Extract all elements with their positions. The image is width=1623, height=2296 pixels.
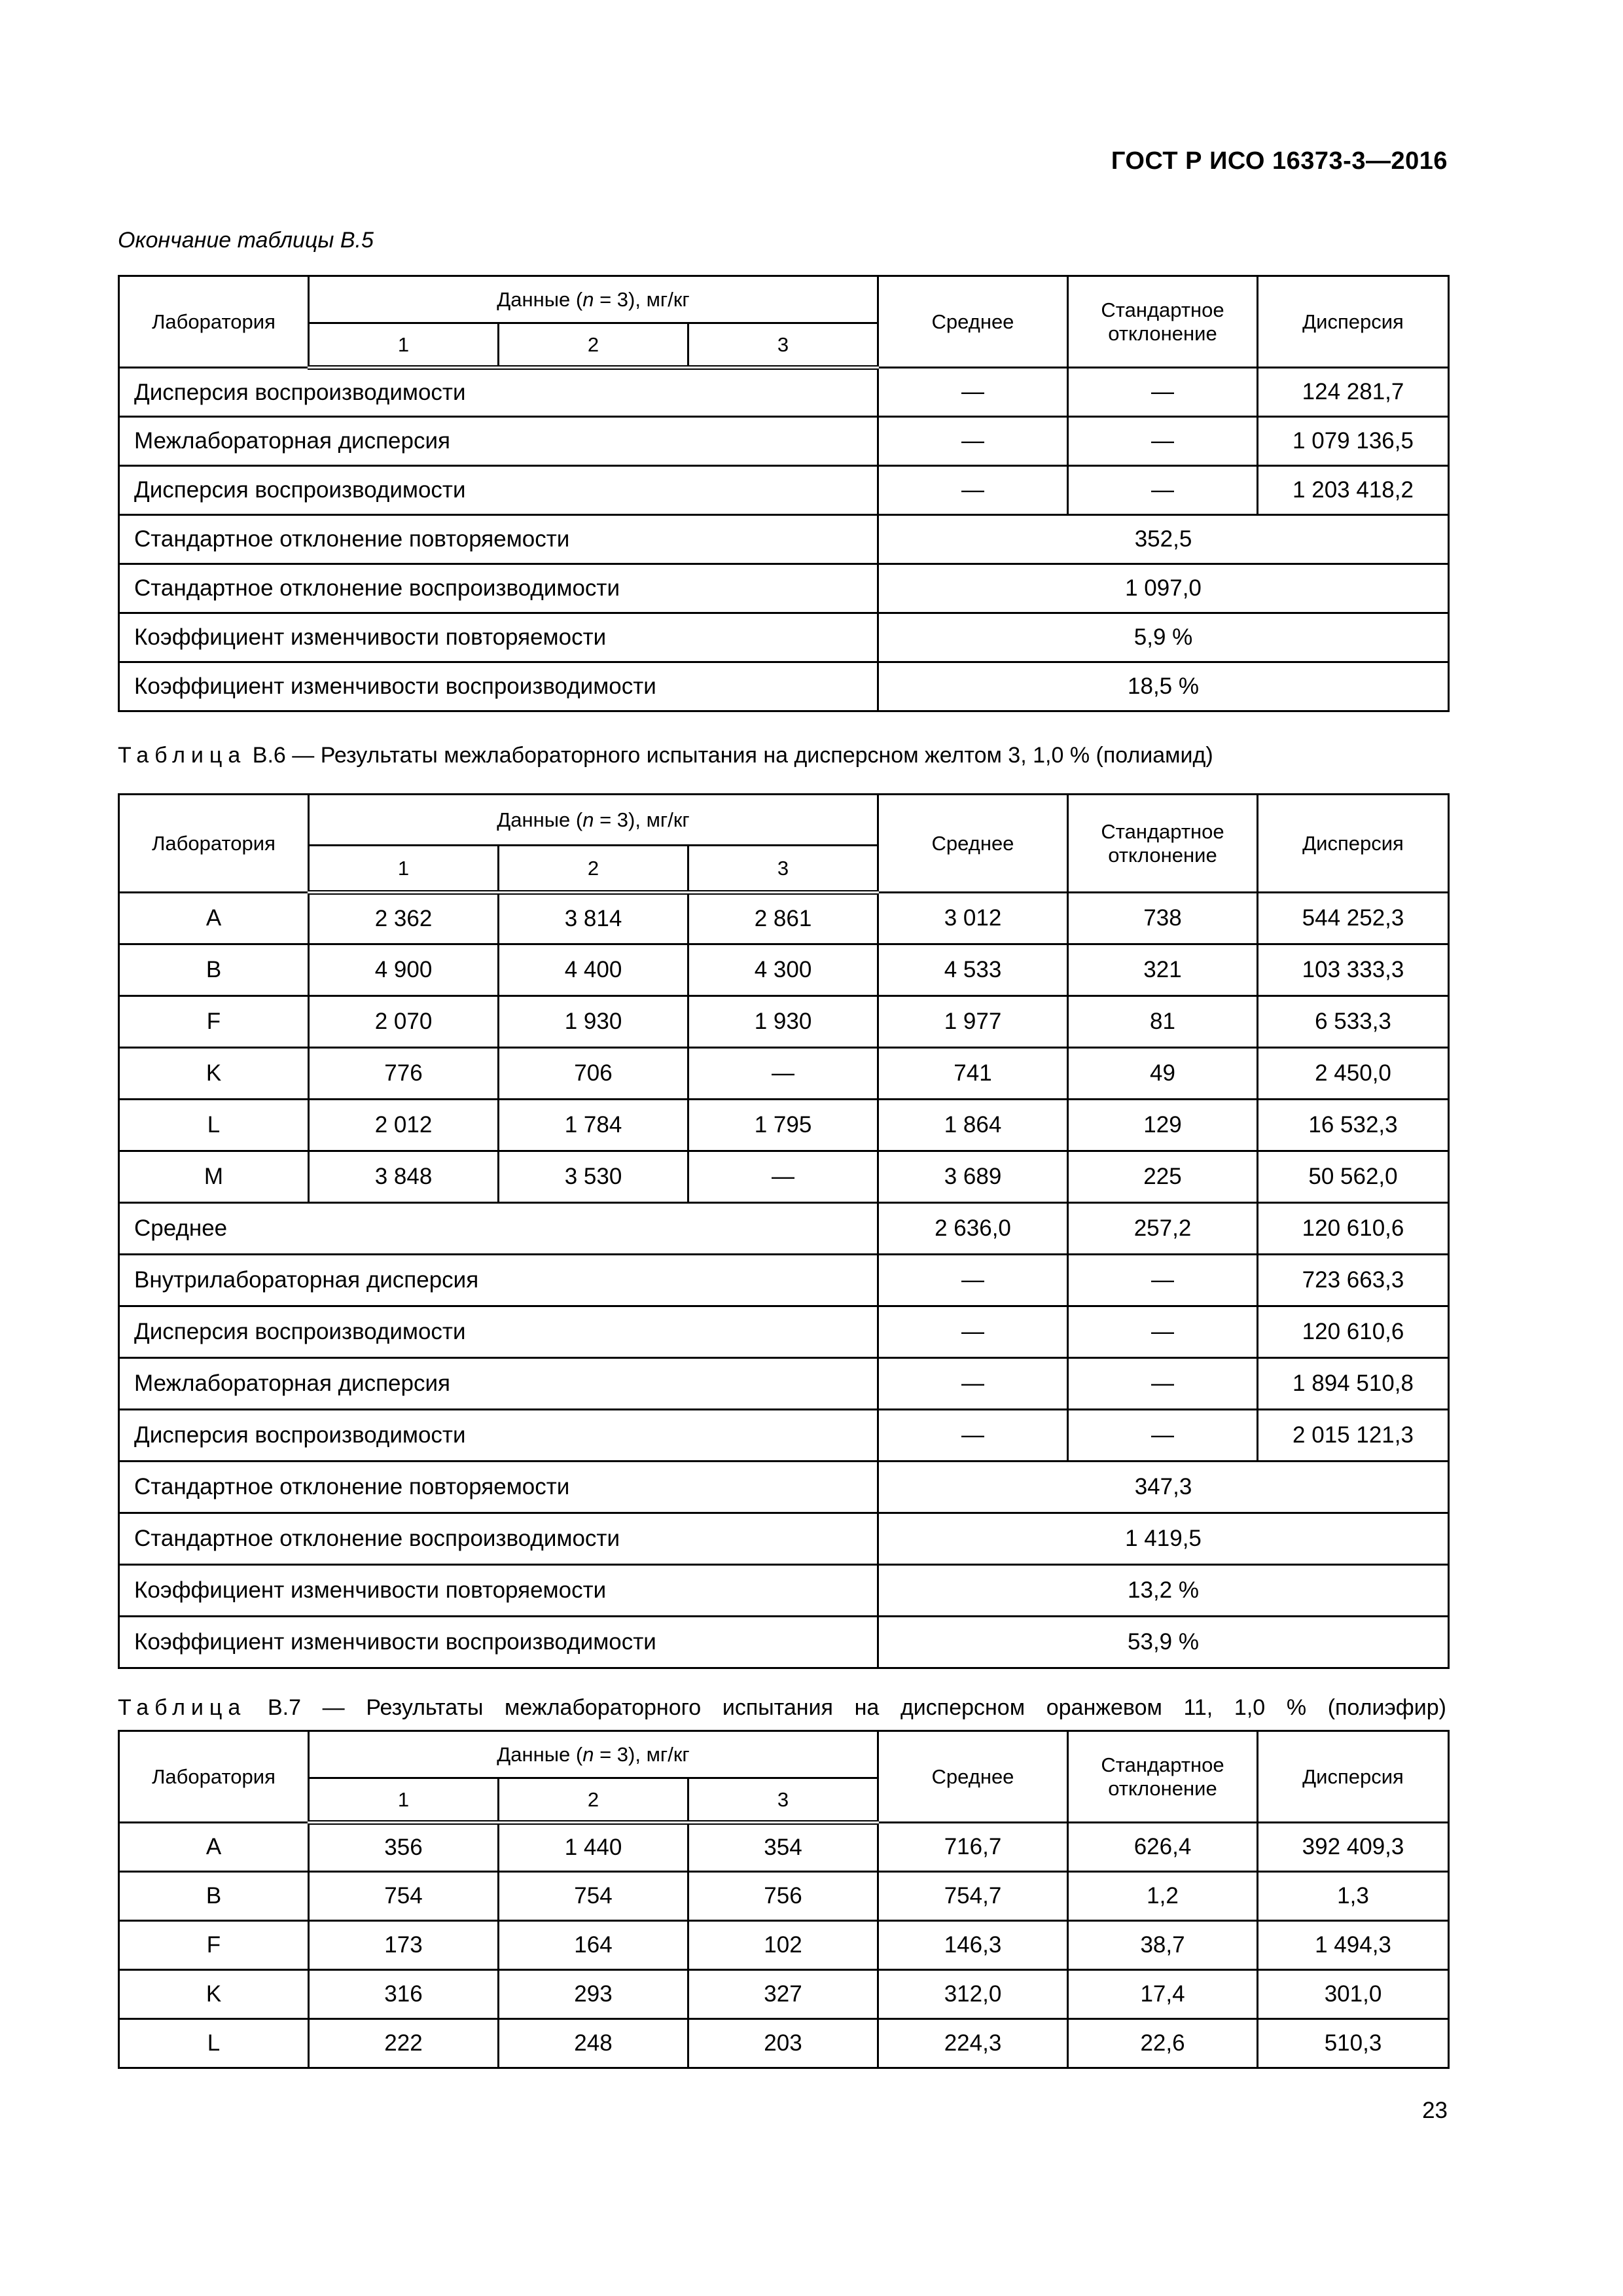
cell-d2: 164 [499, 1921, 688, 1970]
summary-variance: 124 281,7 [1258, 368, 1449, 417]
header-data [309, 276, 878, 323]
table-row [119, 944, 1449, 996]
cell-std: 225 [1068, 1151, 1258, 1203]
summary-mean: — [878, 1306, 1068, 1358]
summary-std: — [1068, 466, 1258, 515]
table-header [119, 1731, 1449, 1823]
summary-label: Коэффициент изменчивости воспроизводимости [119, 662, 878, 711]
cell-d1: 356 [309, 1823, 499, 1872]
summary-label: Дисперсия воспроизводимости [119, 1410, 878, 1462]
cell-std: 38,7 [1068, 1921, 1258, 1970]
table-body [119, 368, 1449, 711]
cell-d3: 1 795 [688, 1100, 878, 1151]
cell-lab: A [119, 893, 309, 944]
cell-d3: 1 930 [688, 996, 878, 1048]
summary-row [119, 515, 1449, 564]
cell-d2: 754 [499, 1872, 688, 1921]
cell-var: 50 562,0 [1258, 1151, 1449, 1203]
cell-std: 81 [1068, 996, 1258, 1048]
summary-value: 1 419,5 [878, 1513, 1449, 1565]
summary-row [119, 1410, 1449, 1462]
cell-var: 6 533,3 [1258, 996, 1449, 1048]
summary-variance: 120 610,6 [1258, 1306, 1449, 1358]
summary-row [119, 1203, 1449, 1255]
table-word: Таблица [118, 1695, 247, 1720]
cell-d3: 4 300 [688, 944, 878, 996]
summary-label: Стандартное отклонение воспроизводимости [119, 564, 878, 613]
table-row [119, 1048, 1449, 1100]
table-row [119, 1100, 1449, 1151]
summary-mean: 2 636,0 [878, 1203, 1068, 1255]
header-mean: Среднее [878, 795, 1068, 893]
cell-d2: 1 440 [499, 1823, 688, 1872]
header-std: Стандартное отклонение [1068, 1731, 1258, 1823]
header-data-suffix: = 3), мг/кг [594, 287, 690, 311]
table-word: Таблица [118, 743, 247, 768]
summary-row [119, 466, 1449, 515]
header-sub-3: 3 [688, 1778, 878, 1823]
cell-std: 321 [1068, 944, 1258, 996]
summary-label: Дисперсия воспроизводимости [119, 1306, 878, 1358]
summary-value: 1 097,0 [878, 564, 1449, 613]
summary-value: 18,5 % [878, 662, 1449, 711]
cell-d1: 3 848 [309, 1151, 499, 1203]
cell-var: 301,0 [1258, 1970, 1449, 2019]
header-data-prefix: Данные ( [497, 1742, 583, 1766]
cell-mean: 741 [878, 1048, 1068, 1100]
summary-label: Стандартное отклонение повторяемости [119, 1462, 878, 1513]
summary-label: Дисперсия воспроизводимости [119, 466, 878, 515]
cell-d1: 173 [309, 1921, 499, 1970]
cell-mean: 754,7 [878, 1872, 1068, 1921]
summary-label: Среднее [119, 1203, 878, 1255]
summary-std: — [1068, 417, 1258, 466]
cell-var: 544 252,3 [1258, 893, 1449, 944]
cell-d2: 293 [499, 1970, 688, 2019]
cell-mean: 312,0 [878, 1970, 1068, 2019]
cell-mean: 1 977 [878, 996, 1068, 1048]
cell-std: 738 [1068, 893, 1258, 944]
summary-std: — [1068, 368, 1258, 417]
table-row [119, 1921, 1449, 1970]
cell-mean: 4 533 [878, 944, 1068, 996]
cell-lab: M [119, 1151, 309, 1203]
summary-mean: — [878, 368, 1068, 417]
cell-d3: 203 [688, 2019, 878, 2068]
summary-label: Коэффициент изменчивости воспроизводимости [119, 1617, 878, 1668]
cell-d2: 1 930 [499, 996, 688, 1048]
summary-label: Коэффициент изменчивости повторяемости [119, 613, 878, 662]
table-b5-end [118, 275, 1450, 712]
summary-std: 257,2 [1068, 1203, 1258, 1255]
summary-value: 352,5 [878, 515, 1449, 564]
cell-var: 510,3 [1258, 2019, 1449, 2068]
cell-std: 49 [1068, 1048, 1258, 1100]
summary-row [119, 1358, 1449, 1410]
summary-row [119, 662, 1449, 711]
summary-row [119, 1306, 1449, 1358]
table-body [119, 893, 1449, 1668]
cell-d1: 4 900 [309, 944, 499, 996]
cell-d2: 248 [499, 2019, 688, 2068]
summary-row [119, 1617, 1449, 1668]
cell-mean: 3 012 [878, 893, 1068, 944]
summary-row [119, 1255, 1449, 1306]
cell-d1: 316 [309, 1970, 499, 2019]
cell-d3: 354 [688, 1823, 878, 1872]
header-row [119, 276, 1449, 323]
summary-std: — [1068, 1255, 1258, 1306]
cell-std: 626,4 [1068, 1823, 1258, 1872]
summary-variance: 723 663,3 [1258, 1255, 1449, 1306]
page-number: 23 [1422, 2098, 1448, 2123]
cell-d2: 706 [499, 1048, 688, 1100]
cell-var: 16 532,3 [1258, 1100, 1449, 1151]
table-row [119, 1823, 1449, 1872]
header-laboratory: Лаборатория [119, 795, 309, 893]
summary-row [119, 368, 1449, 417]
table-title: B.7 — Результаты межлабораторного испытания на дисперсном оранжевом 11, 1,0 % (полиэфир) [267, 1695, 1447, 1720]
cell-var: 392 409,3 [1258, 1823, 1449, 1872]
cell-d1: 2 362 [309, 893, 499, 944]
table-row [119, 1970, 1449, 2019]
header-data-n: n [582, 808, 594, 831]
cell-mean: 224,3 [878, 2019, 1068, 2068]
summary-label: Стандартное отклонение воспроизводимости [119, 1513, 878, 1565]
table-row [119, 2019, 1449, 2068]
table-header [119, 795, 1449, 893]
header-data-prefix: Данные ( [497, 287, 583, 311]
summary-variance: 1 079 136,5 [1258, 417, 1449, 466]
header-data-n: n [582, 1742, 594, 1766]
header-sub-2: 2 [499, 1778, 688, 1823]
summary-row [119, 1513, 1449, 1565]
cell-d2: 3 814 [499, 893, 688, 944]
header-mean: Среднее [878, 276, 1068, 368]
cell-std: 17,4 [1068, 1970, 1258, 2019]
cell-d3: 756 [688, 1872, 878, 1921]
summary-value: 347,3 [878, 1462, 1449, 1513]
cell-mean: 3 689 [878, 1151, 1068, 1203]
header-laboratory: Лаборатория [119, 276, 309, 368]
cell-lab: B [119, 1872, 309, 1921]
cell-var: 103 333,3 [1258, 944, 1449, 996]
header-sub-3: 3 [688, 323, 878, 368]
summary-mean: — [878, 417, 1068, 466]
header-row [119, 795, 1449, 846]
summary-std: — [1068, 1306, 1258, 1358]
cell-lab: K [119, 1048, 309, 1100]
summary-mean: — [878, 1255, 1068, 1306]
header-sub-2: 2 [499, 846, 688, 893]
summary-label: Стандартное отклонение повторяемости [119, 515, 878, 564]
header-data-prefix: Данные ( [497, 808, 583, 831]
header-laboratory: Лаборатория [119, 1731, 309, 1823]
cell-d3: — [688, 1151, 878, 1203]
header-sub-1: 1 [309, 1778, 499, 1823]
cell-var: 1,3 [1258, 1872, 1449, 1921]
table-header [119, 276, 1449, 368]
cell-lab: L [119, 2019, 309, 2068]
table-row [119, 1151, 1449, 1203]
summary-value: 53,9 % [878, 1617, 1449, 1668]
cell-d1: 2 012 [309, 1100, 499, 1151]
cell-d1: 2 070 [309, 996, 499, 1048]
cell-d3: 327 [688, 1970, 878, 2019]
header-sub-3: 3 [688, 846, 878, 893]
table-b6 [118, 793, 1450, 1669]
summary-mean: — [878, 466, 1068, 515]
header-data-n: n [582, 287, 594, 311]
table-body [119, 1823, 1449, 2068]
table-b7 [118, 1730, 1450, 2069]
cell-mean: 146,3 [878, 1921, 1068, 1970]
cell-d3: 2 861 [688, 893, 878, 944]
header-row [119, 1731, 1449, 1778]
summary-label: Межлабораторная дисперсия [119, 417, 878, 466]
cell-std: 22,6 [1068, 2019, 1258, 2068]
summary-row [119, 613, 1449, 662]
summary-variance: 1 894 510,8 [1258, 1358, 1449, 1410]
cell-d2: 4 400 [499, 944, 688, 996]
header-sub-1: 1 [309, 846, 499, 893]
cell-lab: A [119, 1823, 309, 1872]
cell-std: 1,2 [1068, 1872, 1258, 1921]
cell-var: 2 450,0 [1258, 1048, 1449, 1100]
cell-d1: 776 [309, 1048, 499, 1100]
cell-d3: — [688, 1048, 878, 1100]
table-title: B.6 — Результаты межлабораторного испытания на дисперсном желтом 3, 1,0 % (полиамид) [252, 743, 1213, 768]
header-mean: Среднее [878, 1731, 1068, 1823]
cell-d3: 102 [688, 1921, 878, 1970]
summary-variance: 2 015 121,3 [1258, 1410, 1449, 1462]
cell-var: 1 494,3 [1258, 1921, 1449, 1970]
summary-label: Межлабораторная дисперсия [119, 1358, 878, 1410]
summary-mean: — [878, 1358, 1068, 1410]
table-row [119, 1872, 1449, 1921]
summary-label: Дисперсия воспроизводимости [119, 368, 878, 417]
cell-mean: 716,7 [878, 1823, 1068, 1872]
header-sub-1: 1 [309, 323, 499, 368]
header-std: Стандартное отклонение [1068, 276, 1258, 368]
table-b7-caption [118, 1695, 1446, 1721]
table-row [119, 893, 1449, 944]
summary-value: 5,9 % [878, 613, 1449, 662]
cell-lab: B [119, 944, 309, 996]
table-b6-caption [118, 743, 1446, 768]
summary-mean: — [878, 1410, 1068, 1462]
cell-mean: 1 864 [878, 1100, 1068, 1151]
header-sub-2: 2 [499, 323, 688, 368]
header-data-suffix: = 3), мг/кг [594, 1742, 690, 1766]
table-continuation-caption: Окончание таблицы B.5 [118, 228, 374, 253]
summary-variance: 1 203 418,2 [1258, 466, 1449, 515]
cell-d2: 3 530 [499, 1151, 688, 1203]
summary-row [119, 1462, 1449, 1513]
summary-row [119, 417, 1449, 466]
cell-lab: F [119, 996, 309, 1048]
summary-row [119, 564, 1449, 613]
header-data [309, 795, 878, 846]
summary-std: — [1068, 1410, 1258, 1462]
summary-label: Внутрилабораторная дисперсия [119, 1255, 878, 1306]
header-variance: Дисперсия [1258, 1731, 1449, 1823]
cell-d1: 754 [309, 1872, 499, 1921]
header-variance: Дисперсия [1258, 276, 1449, 368]
table-row [119, 996, 1449, 1048]
summary-label: Коэффициент изменчивости повторяемости [119, 1565, 878, 1617]
summary-std: — [1068, 1358, 1258, 1410]
summary-row [119, 1565, 1449, 1617]
summary-variance: 120 610,6 [1258, 1203, 1449, 1255]
summary-value: 13,2 % [878, 1565, 1449, 1617]
cell-d2: 1 784 [499, 1100, 688, 1151]
cell-std: 129 [1068, 1100, 1258, 1151]
cell-lab: F [119, 1921, 309, 1970]
header-variance: Дисперсия [1258, 795, 1449, 893]
header-std: Стандартное отклонение [1068, 795, 1258, 893]
cell-lab: K [119, 1970, 309, 2019]
document-id: ГОСТ Р ИСО 16373-3—2016 [1111, 147, 1448, 175]
header-data-suffix: = 3), мг/кг [594, 808, 690, 831]
cell-lab: L [119, 1100, 309, 1151]
header-data [309, 1731, 878, 1778]
cell-d1: 222 [309, 2019, 499, 2068]
